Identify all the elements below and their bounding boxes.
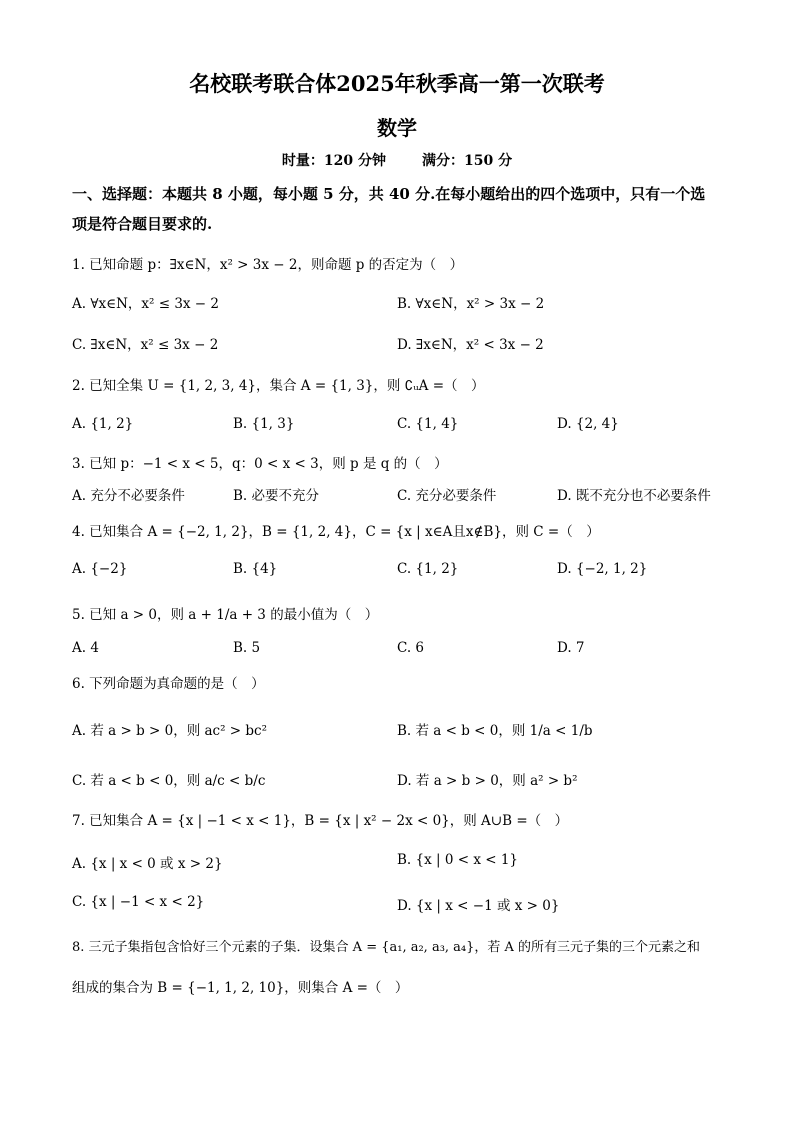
question-stem: 6. 下列命题为真命题的是（ ） [72,676,265,692]
option-a: A. 若 a > b > 0，则 ac² > bc² [72,723,268,739]
score-info: 满分：150 分 [422,153,513,169]
option-d: D. {x | x < −1 或 x > 0} [397,898,560,914]
option-b: B. 5 [233,640,261,656]
section-heading-cont: 项是符合题目要求的. [72,215,213,233]
option-c: C. {1, 2} [397,561,459,577]
question-stem: 7. 已知集合 A = {x | −1 < x < 1}，B = {x | x² − 2x < 0}，则 A∪B =（ ） [72,813,569,829]
option-d: D. {−2, 1, 2} [557,561,648,577]
option-a: A. 充分不必要条件 [72,488,185,504]
section-heading: 一、选择题：本题共 8 小题，每小题 5 分，共 40 分.在每小题给出的四个选项中，只有一个选 [72,185,706,203]
option-a: A. {−2} [72,561,128,577]
option-b: B. 必要不充分 [233,488,320,504]
option-d: D. 7 [557,640,585,656]
option-d: D. 既不充分也不必要条件 [557,488,711,504]
subject-title: 数学 [377,116,417,140]
question-stem: 8. 三元子集指包含恰好三个元素的子集．设集合 A = {a₁, a₂, a₃, a₄}，若 A 的所有三元子集的三个元素之和 [72,940,701,955]
question-stem-cont: 组成的集合为 B = {−1, 1, 2, 10}，则集合 A =（ ） [72,980,409,996]
option-a: A. 4 [72,640,99,656]
option-b: B. {1, 3} [233,416,295,432]
option-a: A. ∀x∈N，x² ≤ 3x − 2 [72,296,220,312]
option-c: C. 6 [397,640,425,656]
question-stem: 3. 已知 p：−1 < x < 5，q：0 < x < 3，则 p 是 q 的（ ） [72,456,448,472]
option-d: D. {2, 4} [557,416,619,432]
option-b: B. ∀x∈N，x² > 3x − 2 [397,296,545,312]
option-b: B. {4} [233,561,278,577]
question-stem: 4. 已知集合 A = {−2, 1, 2}，B = {1, 2, 4}，C = {x | x∈A且x∉B}，则 C =（ ） [72,524,600,540]
option-c: C. {x | −1 < x < 2} [72,894,205,910]
question-stem: 2. 已知全集 U = {1, 2, 3, 4}，集合 A = {1, 3}，则 ∁ᵤA =（ ） [72,378,485,394]
option-c: C. 充分必要条件 [397,488,497,504]
option-d: D. 若 a > b > 0，则 a² > b² [397,773,578,789]
option-b: B. 若 a < b < 0，则 1/a < 1/b [397,723,593,739]
time-info: 时量：120 分钟 [281,153,386,169]
question-stem: 1. 已知命题 p：∃x∈N，x² > 3x − 2，则命题 p 的否定为（ ） [72,257,464,273]
option-a: A. {1, 2} [72,416,134,432]
option-a: A. {x | x < 0 或 x > 2} [72,856,223,872]
question-stem: 5. 已知 a > 0，则 a + 1/a + 3 的最小值为（ ） [72,607,379,623]
option-c: C. ∃x∈N，x² ≤ 3x − 2 [72,337,219,353]
option-d: D. ∃x∈N，x² < 3x − 2 [397,337,544,353]
exam-title: 名校联考联合体2025年秋季高一第一次联考 [189,71,605,96]
option-c: C. {1, 4} [397,416,459,432]
exam-info [0,150,794,170]
option-c: C. 若 a < b < 0，则 a/c < b/c [72,773,266,789]
option-b: B. {x | 0 < x < 1} [397,852,519,868]
